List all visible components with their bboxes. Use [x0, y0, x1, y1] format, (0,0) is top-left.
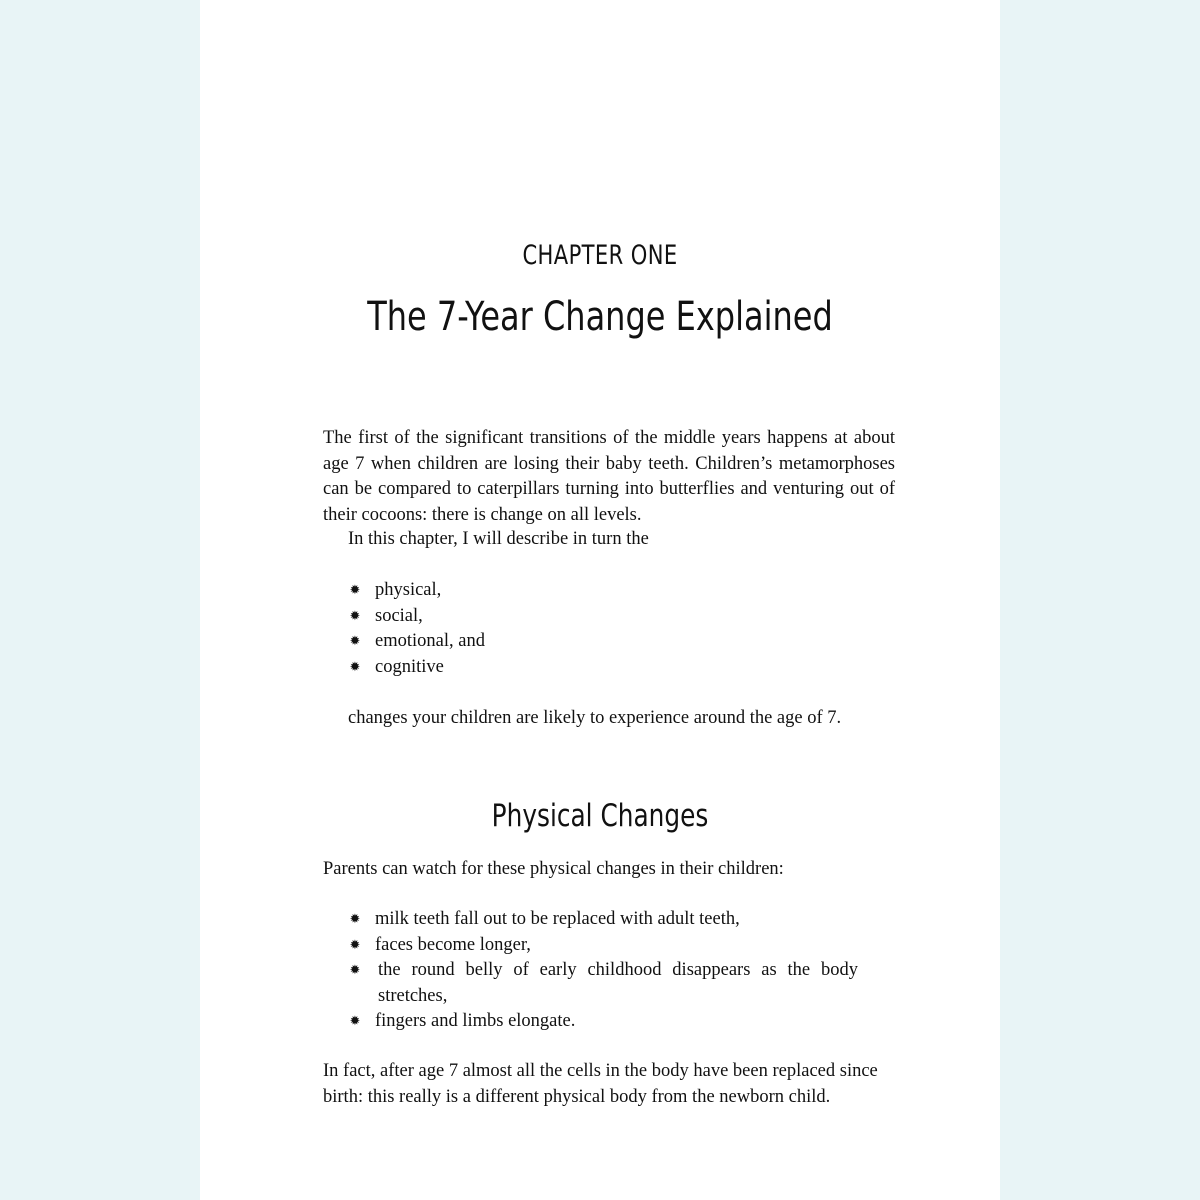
list-item-text: faces become longer, [375, 934, 531, 955]
list-item-text: emotional, and [375, 631, 485, 651]
physical-changes-list [348, 907, 858, 1035]
section-heading-physical: Physical Changes [491, 798, 709, 834]
chapter-title: The 7-Year Change Explained [367, 294, 833, 340]
book-page [200, 0, 1000, 1200]
list-item [348, 1009, 858, 1035]
list-item [348, 958, 858, 1009]
intro-paragraph: The first of the significant transitions of the middle years happens at about age 7 when children are losing their baby teeth. Children’s metamorphoses can be compared to caterpillars turning into butterflies and venturing out of their cocoons: there is change on all levels. [323, 428, 895, 525]
list-item-text: cognitive [375, 656, 444, 677]
list-item [348, 933, 858, 959]
star-bullet-icon: ✹ [349, 659, 361, 675]
list-item-text: fingers and limbs elongate. [375, 1011, 576, 1031]
chapter-label: CHAPTER ONE [522, 240, 678, 271]
star-bullet-icon: ✹ [349, 1014, 361, 1029]
list-item [348, 604, 768, 630]
list-item-text: social, [375, 605, 423, 626]
list-item [348, 629, 768, 655]
physical-lead-in: Parents can watch for these physical changes in their children: [323, 859, 784, 879]
list-item [348, 578, 768, 604]
list-item [348, 907, 858, 933]
list-item-text: the round belly of early childhood disappears as the body stretches, [378, 960, 858, 1006]
star-bullet-icon: ✹ [349, 634, 361, 649]
list-item-text: physical, [375, 580, 442, 600]
change-types-list [348, 578, 768, 680]
list-item [348, 655, 768, 681]
star-bullet-icon: ✹ [349, 583, 361, 598]
star-bullet-icon: ✹ [349, 963, 361, 978]
star-bullet-icon: ✹ [349, 937, 361, 953]
physical-closing: In fact, after age 7 almost all the cells in the body have been replaced since birth: this really is a different physical body from the newborn child. [323, 1061, 878, 1107]
intro-closing: changes your children are likely to experience around the age of 7. [348, 708, 842, 728]
star-bullet-icon: ✹ [349, 608, 361, 624]
star-bullet-icon: ✹ [349, 912, 361, 927]
intro-lead-in: In this chapter, I will describe in turn the [348, 529, 649, 549]
list-item-text: milk teeth fall out to be replaced with adult teeth, [375, 909, 740, 929]
